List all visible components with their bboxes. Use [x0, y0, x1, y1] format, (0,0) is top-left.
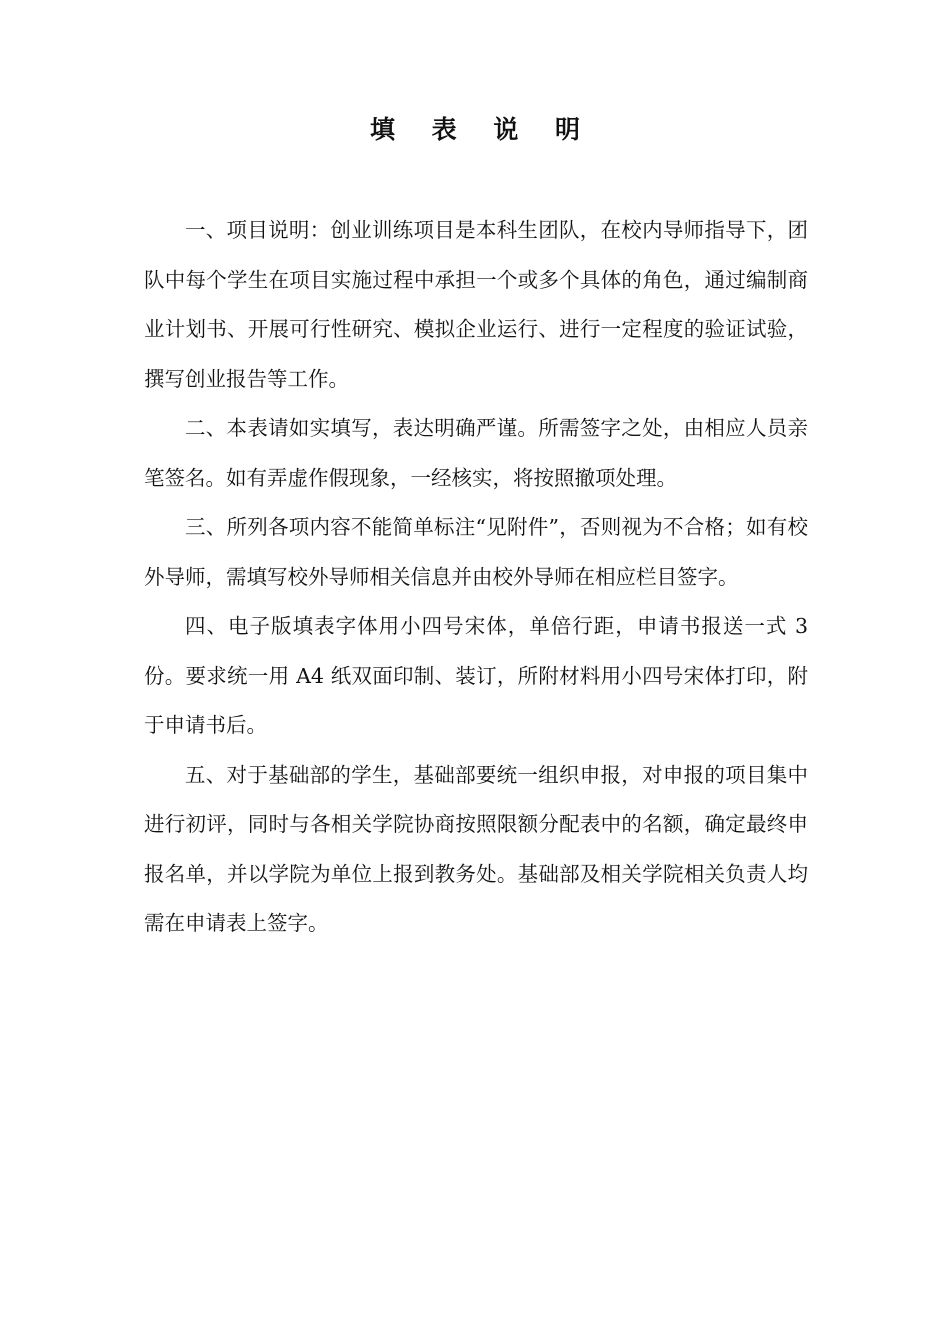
instruction-paragraph-1: 一、项目说明：创业训练项目是本科生团队，在校内导师指导下，团队中每个学生在项目实施过程中承担一个或多个具体的角色，通过编制商业计划书、开展可行性研究、模拟企业运行、进行一定程度的验证试验，撰写创业报告等工作。 — [144, 218, 808, 391]
instruction-paragraph-2: 二、本表请如实填写，表达明确严谨。所需签字之处，由相应人员亲笔签名。如有弄虚作假现象，一经核实，将按照撤项处理。 — [144, 416, 808, 490]
page-title: 填 表 说 明 — [369, 115, 595, 144]
instruction-paragraph-3: 三、所列各项内容不能简单标注“见附件”，否则视为不合格；如有校外导师，需填写校外导师相关信息并由校外导师在相应栏目签字。 — [144, 515, 808, 589]
instruction-paragraph-4: 四、电子版填表字体用小四号宋体，单倍行距，申请书报送一式 3 份。要求统一用 A4 纸双面印制、装订，所附材料用小四号宋体打印，附于申请书后。 — [144, 614, 808, 737]
instruction-paragraph-5: 五、对于基础部的学生，基础部要统一组织申报，对申报的项目集中进行初评，同时与各相关学院协商按照限额分配表中的名额，确定最终申报名单，并以学院为单位上报到教务处。基础部及相关学院相关负责人均需在申请表上签字。 — [144, 762, 808, 935]
instructions-body — [144, 206, 808, 949]
